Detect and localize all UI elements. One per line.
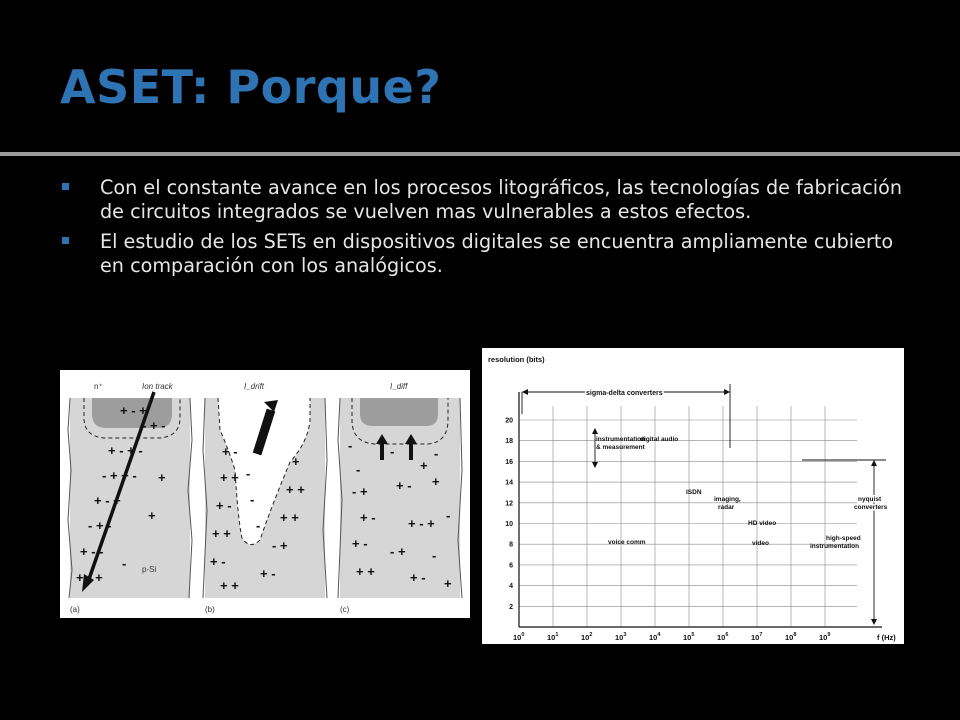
annot-high-speed-2: instrumentation <box>810 543 860 550</box>
svg-text:+ +: + + <box>220 578 239 593</box>
svg-text:- + + -: - + + - <box>102 468 137 483</box>
svg-text:+ - +: + - + <box>408 516 435 531</box>
substrate-label: p-Si <box>142 565 157 574</box>
charge-collection-illustration <box>60 370 470 618</box>
svg-text:-: - <box>122 556 127 571</box>
svg-text:+ - -: + - - <box>80 544 104 559</box>
x-tick-labels <box>513 632 830 642</box>
svg-text:+: + <box>432 474 440 489</box>
svg-text:+ -: + - <box>260 566 276 581</box>
x-tick-label: $10^5$ <box>683 632 695 642</box>
svg-text:+: + <box>148 508 156 523</box>
y-tick-label: 18 <box>505 438 513 446</box>
annot-instrumentation-1: instrumentation <box>596 436 646 443</box>
svg-text:+ -: + - <box>396 478 412 493</box>
x-tick-label: $10^3$ <box>615 632 627 642</box>
svg-text:-: - <box>356 462 361 477</box>
svg-text:+ - +: + - + <box>94 493 121 508</box>
x-tick-label: $10^4$ <box>649 632 661 642</box>
square-bullet-icon <box>62 237 69 244</box>
arrow-right-icon <box>724 389 730 395</box>
bullet-item <box>60 230 920 278</box>
svg-text:+: + <box>292 454 300 469</box>
panel-b <box>203 382 327 614</box>
panel-a-n-label: n⁺ <box>94 382 103 391</box>
panel-b-top-label: I_drift <box>244 382 265 391</box>
svg-text:- +: - + <box>390 544 406 559</box>
panel-a-label: (a) <box>70 605 80 614</box>
annot-sigma-delta: sigma-delta converters <box>586 390 663 397</box>
x-tick-label: $10^1$ <box>547 632 559 642</box>
annot-high-speed-1: high-speed <box>826 535 861 542</box>
x-tick-label: $10^8$ <box>785 632 797 642</box>
y-tick-label: 20 <box>505 417 513 425</box>
resolution-frequency-figure <box>482 348 904 644</box>
panel-c-label: (c) <box>340 605 350 614</box>
panel-c-top-label: I_diff <box>390 382 408 391</box>
square-bullet-icon <box>62 183 69 190</box>
y-tick-label: 6 <box>509 562 513 570</box>
y-tick-label: 8 <box>509 541 513 549</box>
panel-c <box>338 382 462 614</box>
annot-digital-audio: digital audio <box>640 436 679 443</box>
annot-instrumentation-2: & measurement <box>596 444 645 451</box>
svg-text:+ -: + - <box>410 570 426 585</box>
svg-text:- + -: - + - <box>142 418 166 433</box>
y-tick-label: 12 <box>505 500 513 508</box>
svg-text:+: + <box>420 458 428 473</box>
svg-text:+ - +: + - + <box>76 570 103 585</box>
svg-text:-: - <box>390 444 395 459</box>
panel-a <box>68 382 192 614</box>
y-tick-label: 2 <box>509 603 513 611</box>
bullet-text: El estudio de los SETs en dispositivos digitales se encuentra ampliamente cubierto en comparación con los analógicos. <box>100 230 894 277</box>
svg-text:+ +: + + <box>280 510 299 525</box>
svg-text:-: - <box>256 518 261 533</box>
svg-text:-: - <box>348 438 353 453</box>
y-tick-label: 4 <box>509 583 513 591</box>
annot-voice-comm: voice comm <box>608 539 646 546</box>
bullet-list <box>60 176 920 284</box>
title-divider <box>0 152 960 156</box>
annot-video: video <box>752 540 769 547</box>
svg-text:+ - + -: + - + - <box>108 443 143 458</box>
svg-text:+ -: + - <box>222 444 238 459</box>
resolution-frequency-chart <box>482 348 904 644</box>
y-tick-label: 14 <box>505 479 513 487</box>
x-tick-label: $10^2$ <box>581 632 593 642</box>
annot-isdn: ISDN <box>686 489 702 496</box>
slide-title: ASET: Porque? <box>60 60 442 114</box>
svg-text:- +: - + <box>352 484 368 499</box>
svg-text:+ -: + - <box>352 536 368 551</box>
y-tick-label: 10 <box>505 521 513 528</box>
x-axis-label: f (Hz) <box>877 633 896 642</box>
svg-text:+: + <box>158 470 166 485</box>
charge-collection-figure <box>60 370 470 618</box>
svg-text:-: - <box>434 446 439 461</box>
title-bar <box>0 0 960 150</box>
x-tick-label: $10^9$ <box>819 632 831 642</box>
panel-a-top-label: Ion track <box>142 382 173 391</box>
svg-text:-: - <box>250 492 255 507</box>
annot-nyquist-2: converters <box>854 504 888 511</box>
bullet-text: Con el constante avance en los procesos litográficos, las tecnologías de fabricación de circuitos integrados se vuelven mas vulnerables a estos efectos. <box>100 176 903 223</box>
x-tick-label: $10^0$ <box>513 632 525 642</box>
annot-imaging-1: imaging, <box>714 496 741 503</box>
annot-hd-video: HD video <box>748 520 777 527</box>
arrow-left-icon <box>522 389 528 395</box>
svg-text:+ - +: + - + <box>120 403 147 418</box>
svg-text:+ +: + + <box>220 470 239 485</box>
y-axis-label: resolution (bits) <box>488 355 545 364</box>
svg-text:+ -: + - <box>210 554 226 569</box>
arrow-up-icon <box>592 428 598 434</box>
annot-nyquist-1: nyquist <box>858 496 882 503</box>
svg-text:-: - <box>446 508 451 523</box>
chart-grid <box>519 406 860 627</box>
svg-text:-: - <box>246 466 251 481</box>
svg-text:+ +: + + <box>356 564 375 579</box>
svg-text:+ +: + + <box>212 526 231 541</box>
y-tick-labels <box>505 418 513 611</box>
svg-text:-: - <box>432 548 437 563</box>
svg-text:- + -: - + - <box>88 518 112 533</box>
y-tick-label: 16 <box>505 458 513 466</box>
svg-text:+: + <box>444 576 452 591</box>
x-tick-label: $10^7$ <box>751 632 763 642</box>
svg-text:- +: - + <box>272 538 288 553</box>
x-tick-label: $10^6$ <box>717 632 729 642</box>
panel-b-label: (b) <box>205 605 215 614</box>
svg-text:+ +: + + <box>286 482 305 497</box>
arrow-down-icon <box>871 619 877 625</box>
annot-imaging-2: radar <box>718 504 735 511</box>
svg-text:+ -: + - <box>216 498 232 513</box>
arrow-up-icon <box>871 460 877 466</box>
bullet-item <box>60 176 920 224</box>
arrow-down-icon <box>592 462 598 468</box>
svg-text:+ -: + - <box>360 510 376 525</box>
